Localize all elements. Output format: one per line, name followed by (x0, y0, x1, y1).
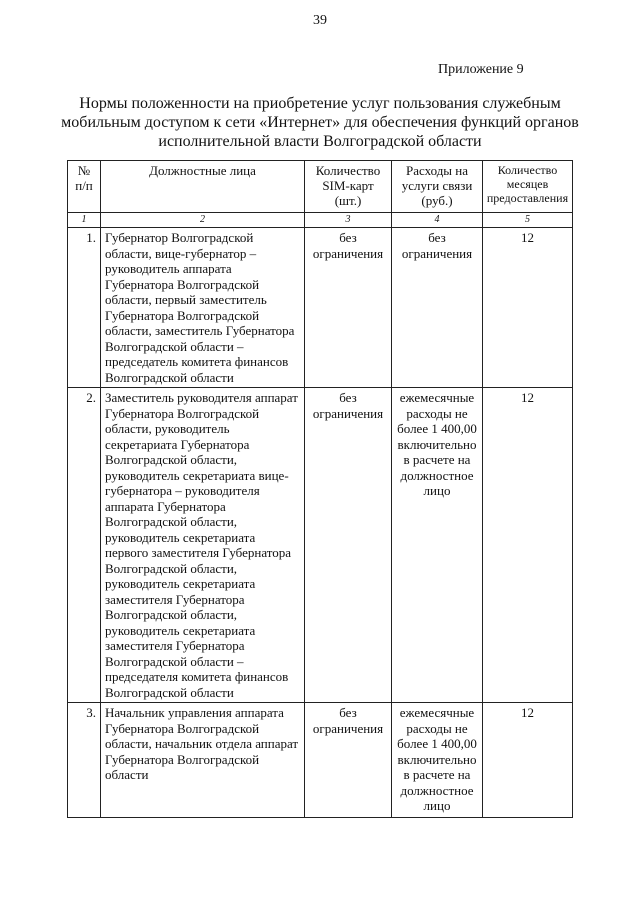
row-number: 3. (68, 703, 101, 818)
row-position: Заместитель руководителя аппарат Губернатора Волгоградской области, руководитель секретариата Губернатора Волгоградской области, руководитель секретариата вице- губернатора – руководителя аппарата Губернатора Волгоградской области, руководитель секретариата первого заместителя Губернатора Волгоградской области, руководитель секретариата заместителя Губернатора Волгоградской области, руководитель секретариата заместителя Губернатора Волгоградской области – председателя комитета финансов Волгоградской области (101, 388, 305, 703)
table-row (68, 703, 573, 818)
table-row (68, 388, 573, 703)
row-expenses: без ограничения (392, 228, 483, 388)
norms-table (67, 160, 573, 818)
header-number: № п/п (68, 161, 101, 213)
table-row (68, 228, 573, 388)
header-expenses: Расходы на услуги связи (руб.) (392, 161, 483, 213)
header-position: Должностные лица (101, 161, 305, 213)
row-months: 12 (483, 228, 573, 388)
row-months: 12 (483, 388, 573, 703)
header-sim-cards: Количество SIM-карт (шт.) (305, 161, 392, 213)
row-position: Губернатор Волгоградской области, вице-губернатор – руководитель аппарата Губернатора Волгоградской области, первый заместитель Губернатора Волгоградской области, заместитель Губернатора Волгоградской области – председатель комитета финансов Волгоградской области (101, 228, 305, 388)
column-numbers-row (68, 213, 573, 228)
row-number: 1. (68, 228, 101, 388)
table-header-row (68, 161, 573, 213)
row-number: 2. (68, 388, 101, 703)
row-sim-cards: без ограничения (305, 703, 392, 818)
column-number: 3 (305, 213, 392, 228)
header-months: Количество месяцев предоставления (483, 161, 573, 213)
row-sim-cards: без ограничения (305, 388, 392, 703)
row-sim-cards: без ограничения (305, 228, 392, 388)
appendix-label: Приложение 9 (438, 62, 524, 77)
row-expenses: ежемесячные расходы не более 1 400,00 включительно в расчете на должностное лицо (392, 388, 483, 703)
document-title: Нормы положенности на приобретение услуг пользования служебным мобильным доступом к сети «Интернет» для обеспечения функций органов исполнительной власти Волгоградской области (61, 95, 579, 150)
column-number: 5 (483, 213, 573, 228)
row-position: Начальник управления аппарата Губернатора Волгоградской области, начальник отдела аппарат Губернатора Волгоградской области (101, 703, 305, 818)
page-number: 39 (313, 13, 327, 28)
column-number: 1 (68, 213, 101, 228)
column-number: 4 (392, 213, 483, 228)
row-months: 12 (483, 703, 573, 818)
column-number: 2 (101, 213, 305, 228)
row-expenses: ежемесячные расходы не более 1 400,00 включительно в расчете на должностное лицо (392, 703, 483, 818)
